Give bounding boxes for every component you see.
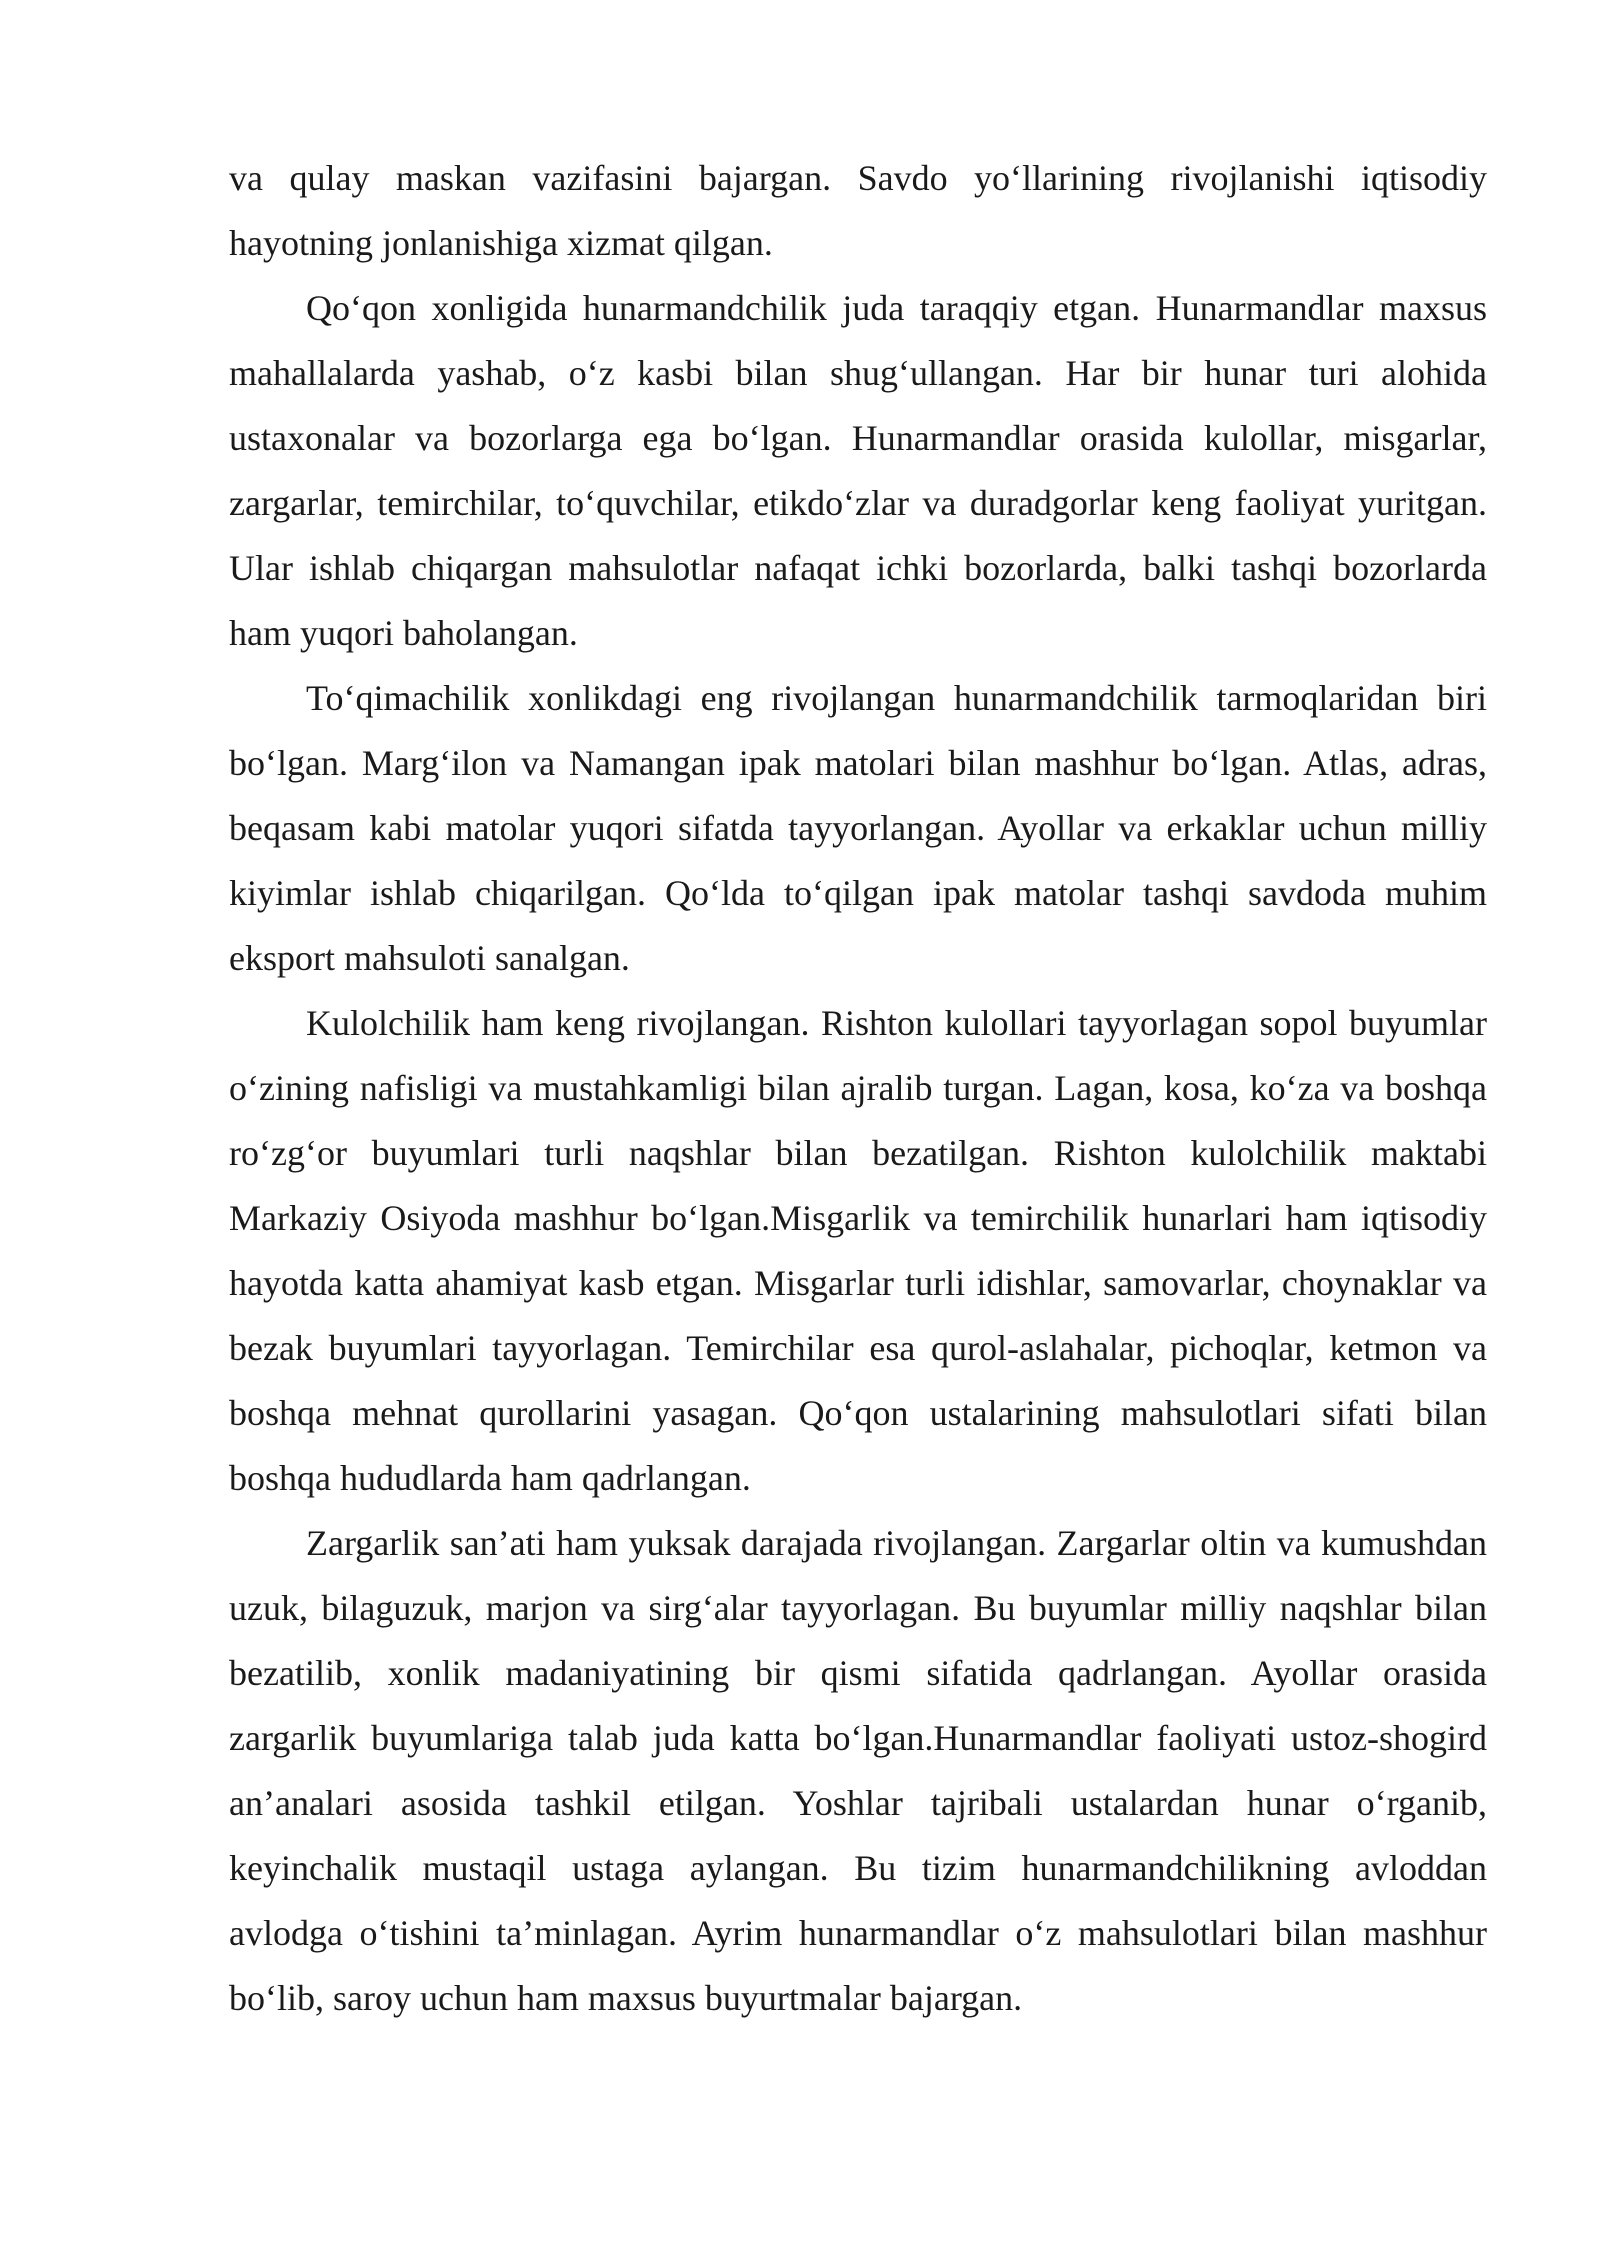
paragraph-textiles: To‘qimachilik xonlikdagi eng rivojlangan hunarmandchilik tarmoqlaridan biri bo‘lgan. Marg‘ilon va Namangan ipak matolari bilan mashhur bo‘lgan. Atlas, adras, beqasam kabi matolar yuqori sifatda tayyorlangan. Ayollar va erkaklar uchun milliy kiyimlar ishlab chiqarilgan. Qo‘lda to‘qilgan ipak matolar tashqi savdoda muhim eksport mahsuloti sanalgan.: [229, 678, 1487, 978]
paragraph-jewelry-apprenticeship: Zargarlik san’ati ham yuksak darajada rivojlangan. Zargarlar oltin va kumushdan uzuk, bilaguzuk, marjon va sirg‘alar tayyorlagan. Bu buyumlar milliy naqshlar bilan bezatilib, xonlik madaniyatining bir qismi sifatida qadrlangan. Ayollar orasida zargarlik buyumlariga talab juda katta bo‘lgan.Hunarmandlar faoliyati ustoz-shogird an’analari asosida tashkil etilgan. Yoshlar tajribali ustalardan hunar o‘rganib, keyinchalik mustaqil ustaga aylangan. Bu tizim hunarmandchilikning avloddan avlodga o‘tishini ta’minlagan. Ayrim hunarmandlar o‘z mahsulotlari bilan mashhur bo‘lib, saroy uchun ham maxsus buyurtmalar bajargan.: [229, 1523, 1487, 2018]
paragraph-pottery-metalwork: Kulolchilik ham keng rivojlangan. Rishton kulollari tayyorlagan sopol buyumlar o‘zining nafisligi va mustahkamligi bilan ajralib turgan. Lagan, kosa, ko‘za va boshqa ro‘zg‘or buyumlari turli naqshlar bilan bezatilgan. Rishton kulolchilik maktabi Markaziy Osiyoda mashhur bo‘lgan.Misgarlik va temirchilik hunarlari ham iqtisodiy hayotda katta ahamiyat kasb etgan. Misgarlar turli idishlar, samovarlar, choynaklar va bezak buyumlari tayyorlagan. Temirchilar esa qurol-aslahalar, pichoqlar, ketmon va boshqa mehnat qurollarini yasagan. Qo‘qon ustalarining mahsulotlari sifati bilan boshqa hududlarda ham qadrlangan.: [229, 1003, 1487, 1498]
body-text: [229, 146, 1487, 2031]
paragraph-continuation: va qulay maskan vazifasini bajargan. Savdo yo‘llarining rivojlanishi iqtisodiy hayotning jonlanishiga xizmat qilgan.: [229, 158, 1487, 263]
paragraph-crafts-overview: Qo‘qon xonligida hunarmandchilik juda taraqqiy etgan. Hunarmandlar maxsus mahallalarda yashab, o‘z kasbi bilan shug‘ullangan. Har bir hunar turi alohida ustaxonalar va bozorlarga ega bo‘lgan. Hunarmandlar orasida kulollar, misgarlar, zargarlar, temirchilar, to‘quvchilar, etikdo‘zlar va duradgorlar keng faoliyat yuritgan. Ular ishlab chiqargan mahsulotlar nafaqat ichki bozorlarda, balki tashqi bozorlarda ham yuqori baholangan.: [229, 288, 1487, 653]
